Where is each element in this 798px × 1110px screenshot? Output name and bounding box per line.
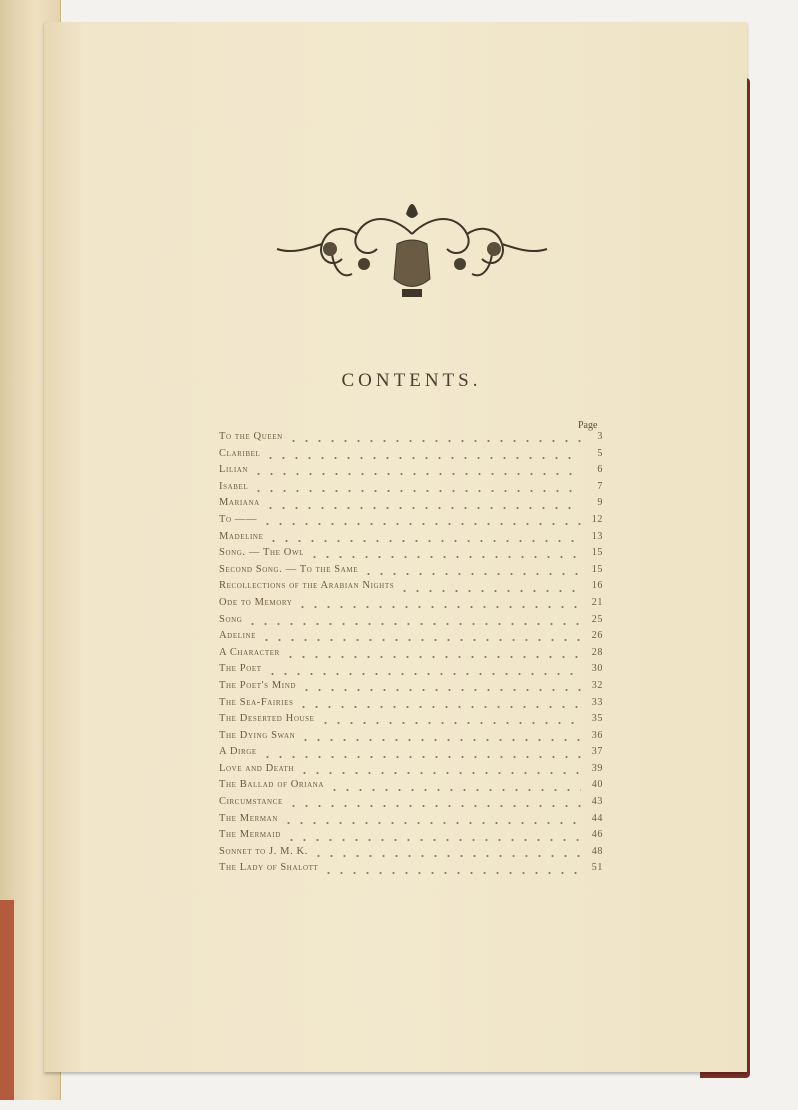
- toc-entry: [219, 813, 603, 830]
- toc-entry-page: 46: [591, 829, 603, 841]
- toc-entry: [219, 779, 603, 796]
- page-column-header: Page: [578, 420, 598, 431]
- contents-title: CONTENTS.: [341, 370, 482, 391]
- toc-entry-page: 39: [591, 762, 603, 774]
- toc-entry-title: The Poet: [219, 663, 262, 675]
- toc-entry: [219, 862, 603, 879]
- toc-entry-page: 44: [591, 812, 603, 824]
- toc-entry: [219, 697, 603, 714]
- leader-dots: [297, 706, 581, 708]
- leader-dots: [296, 606, 581, 608]
- toc-entry: [219, 796, 603, 813]
- toc-entry-page: 6: [597, 464, 603, 476]
- leader-dots: [328, 789, 581, 791]
- leader-dots: [298, 772, 581, 774]
- toc-entry-page: 26: [591, 630, 603, 642]
- toc-entry-title: The Merman: [219, 812, 278, 824]
- toc-entry: [219, 464, 603, 481]
- leader-dots: [322, 872, 581, 874]
- toc-entry: [219, 547, 603, 564]
- toc-entry-page: 12: [591, 513, 603, 525]
- toc-entry-title: A Character: [219, 646, 280, 658]
- leader-dots: [284, 656, 581, 658]
- toc-entry-title: Isabel: [219, 480, 249, 492]
- toc-entry-title: The Poet's Mind: [219, 679, 297, 691]
- toc-entry-page: 33: [591, 696, 603, 708]
- toc-entry: [219, 829, 603, 846]
- toc-entry-title: Circumstance: [219, 796, 283, 808]
- toc-entry: [219, 497, 603, 514]
- toc-entry: [219, 763, 603, 780]
- leader-dots: [300, 689, 581, 691]
- leader-dots: [246, 623, 581, 625]
- toc-entry: [219, 597, 603, 614]
- toc-entry-title: Claribel: [219, 447, 261, 459]
- toc-entry-title: Second Song. — To the Same: [219, 563, 359, 575]
- toc-entry-title: Sonnet to J. M. K.: [219, 845, 308, 857]
- toc-entry-page: 30: [591, 663, 603, 675]
- toc-entry-page: 40: [591, 779, 603, 791]
- toc-entry: [219, 846, 603, 863]
- toc-entry-title: The Lady of Shalott: [219, 862, 319, 874]
- ornament-vase-icon: [272, 194, 552, 306]
- toc-entry: [219, 647, 603, 664]
- leader-dots: [264, 457, 581, 459]
- toc-entry-title: Ode to Memory: [219, 596, 293, 608]
- toc-entry: [219, 730, 603, 747]
- toc-entry-page: 28: [591, 646, 603, 658]
- toc-entry-title: Song. — The Owl: [219, 547, 305, 559]
- leader-dots: [266, 673, 581, 675]
- toc-entry-page: 36: [591, 729, 603, 741]
- leader-dots: [261, 523, 581, 525]
- toc-entry: [219, 431, 603, 448]
- toc-entry-page: 43: [591, 796, 603, 808]
- toc-entry-title: To the Queen: [219, 431, 283, 442]
- toc-entry-title: The Mermaid: [219, 829, 281, 841]
- table-of-contents: [219, 431, 603, 879]
- toc-entry-page: 32: [591, 679, 603, 691]
- toc-entry-title: To ——: [219, 513, 258, 525]
- toc-entry: [219, 680, 603, 697]
- toc-entry: [219, 448, 603, 465]
- toc-entry-title: The Deserted House: [219, 713, 315, 725]
- toc-entry: [219, 630, 603, 647]
- toc-entry-page: 16: [591, 580, 603, 592]
- toc-entry-title: Song: [219, 613, 243, 625]
- toc-entry-page: 5: [597, 447, 603, 459]
- toc-entry-title: A Dirge: [219, 746, 257, 758]
- leader-dots: [285, 839, 581, 841]
- toc-entry-title: Lilian: [219, 464, 249, 476]
- leader-dots: [308, 556, 581, 558]
- leader-dots: [287, 440, 581, 442]
- leader-dots: [312, 855, 581, 857]
- leader-dots: [252, 490, 581, 492]
- toc-entry-page: 21: [591, 596, 603, 608]
- toc-entry-title: Madeline: [219, 530, 264, 542]
- toc-entry: [219, 514, 603, 531]
- toc-entry: [219, 663, 603, 680]
- leader-dots: [264, 507, 581, 509]
- toc-entry-page: 48: [591, 845, 603, 857]
- book-page: [44, 22, 747, 1072]
- leader-dots: [319, 722, 581, 724]
- leader-dots: [261, 756, 581, 758]
- toc-entry: [219, 564, 603, 581]
- leader-dots: [287, 805, 581, 807]
- leader-dots: [260, 639, 581, 641]
- toc-entry-title: Adeline: [219, 630, 257, 642]
- leader-dots: [252, 473, 581, 475]
- toc-entry-title: Love and Death: [219, 762, 295, 774]
- toc-entry-title: The Sea-Fairies: [219, 696, 294, 708]
- leader-dots: [267, 540, 581, 542]
- toc-entry-page: 51: [591, 862, 603, 874]
- toc-entry-title: Mariana: [219, 497, 260, 509]
- toc-entry: [219, 580, 603, 597]
- toc-entry-page: 15: [591, 547, 603, 559]
- toc-entry-title: The Ballad of Oriana: [219, 779, 325, 791]
- toc-entry: [219, 746, 603, 763]
- toc-entry: [219, 531, 603, 548]
- toc-entry: [219, 713, 603, 730]
- toc-entry-page: 37: [591, 746, 603, 758]
- leader-dots: [299, 739, 581, 741]
- leader-dots: [362, 573, 581, 575]
- toc-entry-page: 15: [591, 563, 603, 575]
- toc-entry-page: 9: [597, 497, 603, 509]
- toc-entry-page: 7: [597, 480, 603, 492]
- toc-entry-page: 35: [591, 713, 603, 725]
- toc-entry-title: The Dying Swan: [219, 729, 296, 741]
- leader-dots: [398, 590, 581, 592]
- toc-entry-page: 13: [591, 530, 603, 542]
- toc-entry: [219, 614, 603, 631]
- toc-entry: [219, 481, 603, 498]
- toc-entry-page: 25: [591, 613, 603, 625]
- toc-entry-title: Recollections of the Arabian Nights: [219, 580, 395, 592]
- toc-entry-page: 3: [597, 431, 603, 442]
- leader-dots: [282, 822, 581, 824]
